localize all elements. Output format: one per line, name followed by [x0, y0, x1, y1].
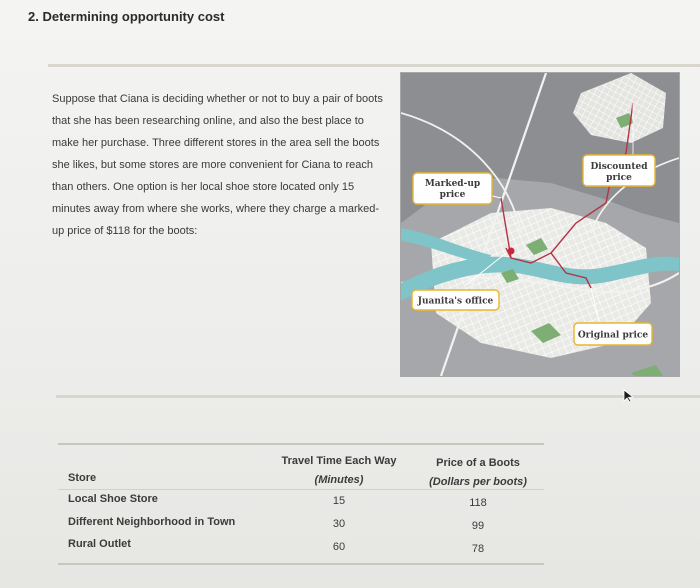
svg-text:price: price [439, 190, 466, 200]
header-travel-line1: Travel Time Each Way [281, 455, 397, 467]
svg-text:price: price [606, 173, 632, 183]
row-store-2: Rural Outlet [68, 538, 131, 550]
row-travel-1: 30 [332, 518, 346, 530]
row-travel-0: 15 [332, 495, 346, 507]
table-top-rule [58, 443, 544, 445]
problem-passage: Suppose that Ciana is deciding whether or not to buy a pair of boots that she has been researching online, and also the best place to make her purchase. Three different stores in the area sell the boots she likes, but some stores are more convenient for Ciana to reach than others. One option is her local shoe store located only 15 minutes away from where she works, where they charge a marked-up price of $118 for the boots: [52, 93, 383, 237]
header-store: Store [68, 472, 97, 484]
divider-top [48, 64, 700, 67]
row-price-2: 78 [471, 543, 485, 555]
section-title: 2. Determining opportunity cost [28, 9, 225, 24]
row-travel-2: 60 [332, 541, 346, 553]
row-price-0: 118 [469, 497, 487, 509]
table-bottom-rule [58, 563, 544, 565]
city-map-graphic [401, 73, 679, 376]
svg-text:Marked-up: Marked-up [424, 179, 481, 189]
svg-text:Juanita's office: Juanita's office [417, 296, 494, 307]
header-rule [58, 489, 544, 490]
svg-text:Discounted: Discounted [590, 162, 648, 172]
header-price-line2: (Dollars per boots) [429, 476, 527, 488]
header-price-line1: Price of a Boots [436, 457, 520, 469]
office-label [412, 290, 499, 310]
discounted-label [583, 155, 655, 186]
marked-up-label [413, 173, 492, 204]
mouse-cursor-icon [623, 389, 635, 403]
row-store-0: Local Shoe Store [68, 493, 158, 505]
svg-text:Original price: Original price [577, 330, 649, 341]
divider-middle [56, 395, 700, 398]
original-label [574, 323, 652, 345]
row-store-1: Different Neighborhood in Town [68, 516, 236, 528]
city-map [400, 72, 680, 377]
city-north [573, 73, 666, 143]
header-travel-line2: (Minutes) [314, 474, 364, 486]
office-marker [508, 248, 515, 255]
row-price-1: 99 [471, 520, 485, 532]
